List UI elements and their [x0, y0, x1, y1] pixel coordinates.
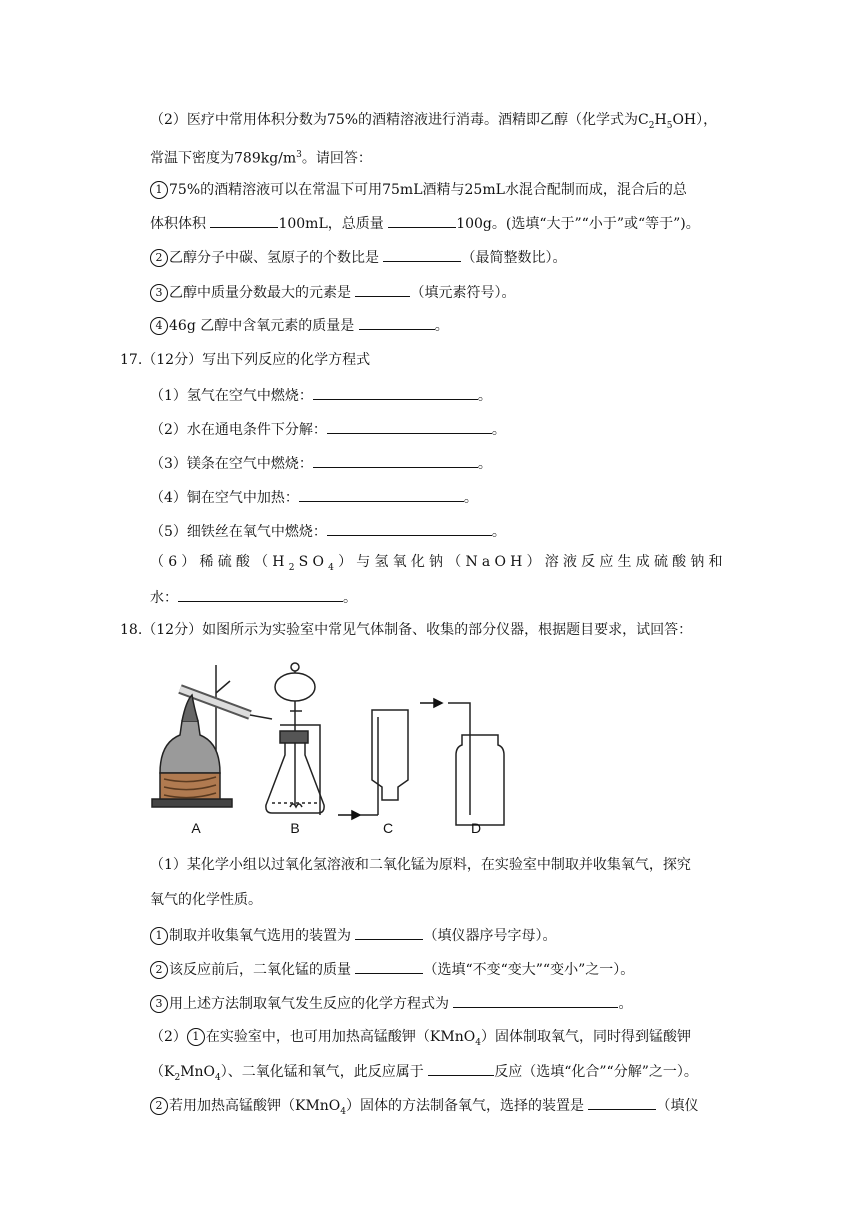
q18-title: 18.（12分）如图所示为实验室中常见气体制备、收集的部分仪器，根据题目要求，试回答：: [120, 622, 693, 638]
q18-part1-line2: 氧气的化学性质。: [150, 892, 262, 908]
circled-number: 1: [187, 1028, 205, 1046]
answer-blank[interactable]: [388, 213, 456, 228]
q17-item-5: （5）细铁丝在氧气中燃烧： 。: [150, 521, 506, 542]
answer-blank[interactable]: [355, 282, 410, 297]
answer-blank[interactable]: [313, 385, 478, 400]
q16-sub1-line2: 体积体积 100mL，总质量 100g。(选填“大于”“小于”或“等于”)。: [150, 213, 700, 234]
apparatus-a-heating-setup: [152, 665, 272, 807]
q16-sub2: 2 乙醇分子中碳、氢原子的个数比是 （最简整数比）。: [150, 247, 566, 268]
q18-part2-sub2: 2 若用加热高锰酸钾（KMnO$_4$）固体的方法制备氧气，选择的装置是 （填仪: [150, 1095, 698, 1122]
circled-number: 1: [150, 181, 168, 199]
figure-label-a: A: [191, 820, 201, 836]
q18-part2-line2: $(K_2MnO_4)$、二氧化锰和氧气，此反应属于 反应（选填“化合”“分解”之一）。: [150, 1061, 698, 1088]
q17-item-2: （2）水在通电条件下分解： 。: [150, 419, 506, 440]
circled-number: 3: [150, 995, 168, 1013]
answer-blank[interactable]: [355, 925, 423, 940]
apparatus-arrow-c-d: [420, 699, 442, 707]
circled-number: 2: [150, 1097, 168, 1115]
answer-blank[interactable]: [383, 247, 461, 262]
apparatus-c-inverted-bottle: [360, 710, 408, 815]
answer-blank[interactable]: [327, 521, 492, 536]
answer-blank[interactable]: [355, 959, 423, 974]
answer-blank[interactable]: [327, 419, 492, 434]
apparatus-arrow-b-c: [338, 811, 360, 819]
q17-item-3: （3）镁条在空气中燃烧： 。: [150, 453, 492, 474]
answer-blank[interactable]: [313, 453, 478, 468]
q18-part1-line1: （1）某化学小组以过氧化氢溶液和二氧化锰为原料，在实验室中制取并收集氧气，探究: [150, 857, 691, 873]
q18-part2-line1: （2） 1 在实验室中，也可用加热高锰酸钾（KMnO$_4$）固体制取氧气，同时得到锰酸钾: [150, 1029, 691, 1048]
q18-sub3: 3 用上述方法制取氧气发生反应的化学方程式为 。: [150, 993, 632, 1014]
circled-number: 3: [150, 284, 168, 302]
q16-part2-line2: 常温下密度为$789kg/m^3$。请回答：: [150, 150, 372, 167]
q16-sub4: 4 46g 乙醇中含氧元素的质量是 。: [150, 315, 449, 336]
figure-label-d: D: [470, 820, 482, 836]
figure-label-b: B: [290, 820, 300, 836]
apparatus-d-collecting-bottle: [448, 703, 504, 825]
answer-blank[interactable]: [299, 487, 464, 502]
q17-item-1: （1）氢气在空气中燃烧： 。: [150, 385, 492, 406]
apparatus-figure: [140, 655, 520, 840]
q16-part2-line1: （2）医疗中常用体积分数为75%的酒精溶液进行消毒。酒精即乙醇（化学式为$C_2H_5OH$），: [150, 112, 718, 131]
q17-item-6-line1: （6）稀硫酸$(H_2SO_4)$与氢氧化钠（NaOH）溶液反应生成硫酸钠和: [150, 554, 727, 573]
q17-title: 17.（12分）写出下列反应的化学方程式: [120, 352, 371, 368]
circled-number: 2: [150, 249, 168, 267]
q16-sub1-line1: 1 75%的酒精溶液可以在常温下可用75mL酒精与25mL水混合配制而成，混合后的总: [150, 180, 687, 200]
circled-number: 2: [150, 961, 168, 979]
circled-number: 1: [150, 927, 168, 945]
answer-blank[interactable]: [453, 993, 618, 1008]
q16-sub3: 3 乙醇中质量分数最大的元素是 （填元素符号）。: [150, 282, 515, 303]
answer-blank[interactable]: [359, 315, 435, 330]
q17-item-6-line2: 水： 。: [150, 587, 357, 608]
answer-blank[interactable]: [178, 587, 343, 602]
figure-label-c: C: [382, 820, 394, 836]
answer-blank[interactable]: [428, 1061, 494, 1076]
q18-sub2: 2 该反应前后，二氧化锰的质量 （选填“不变“变大”“变小”之一）。: [150, 959, 634, 980]
circled-number: 4: [150, 317, 168, 335]
answer-blank[interactable]: [588, 1095, 656, 1110]
answer-blank[interactable]: [210, 213, 278, 228]
q18-sub1: 1 制取并收集氧气选用的装置为 （填仪器序号字母）。: [150, 925, 556, 946]
q17-item-4: （4）铜在空气中加热： 。: [150, 487, 478, 508]
apparatus-b-flask-funnel: [266, 663, 324, 815]
